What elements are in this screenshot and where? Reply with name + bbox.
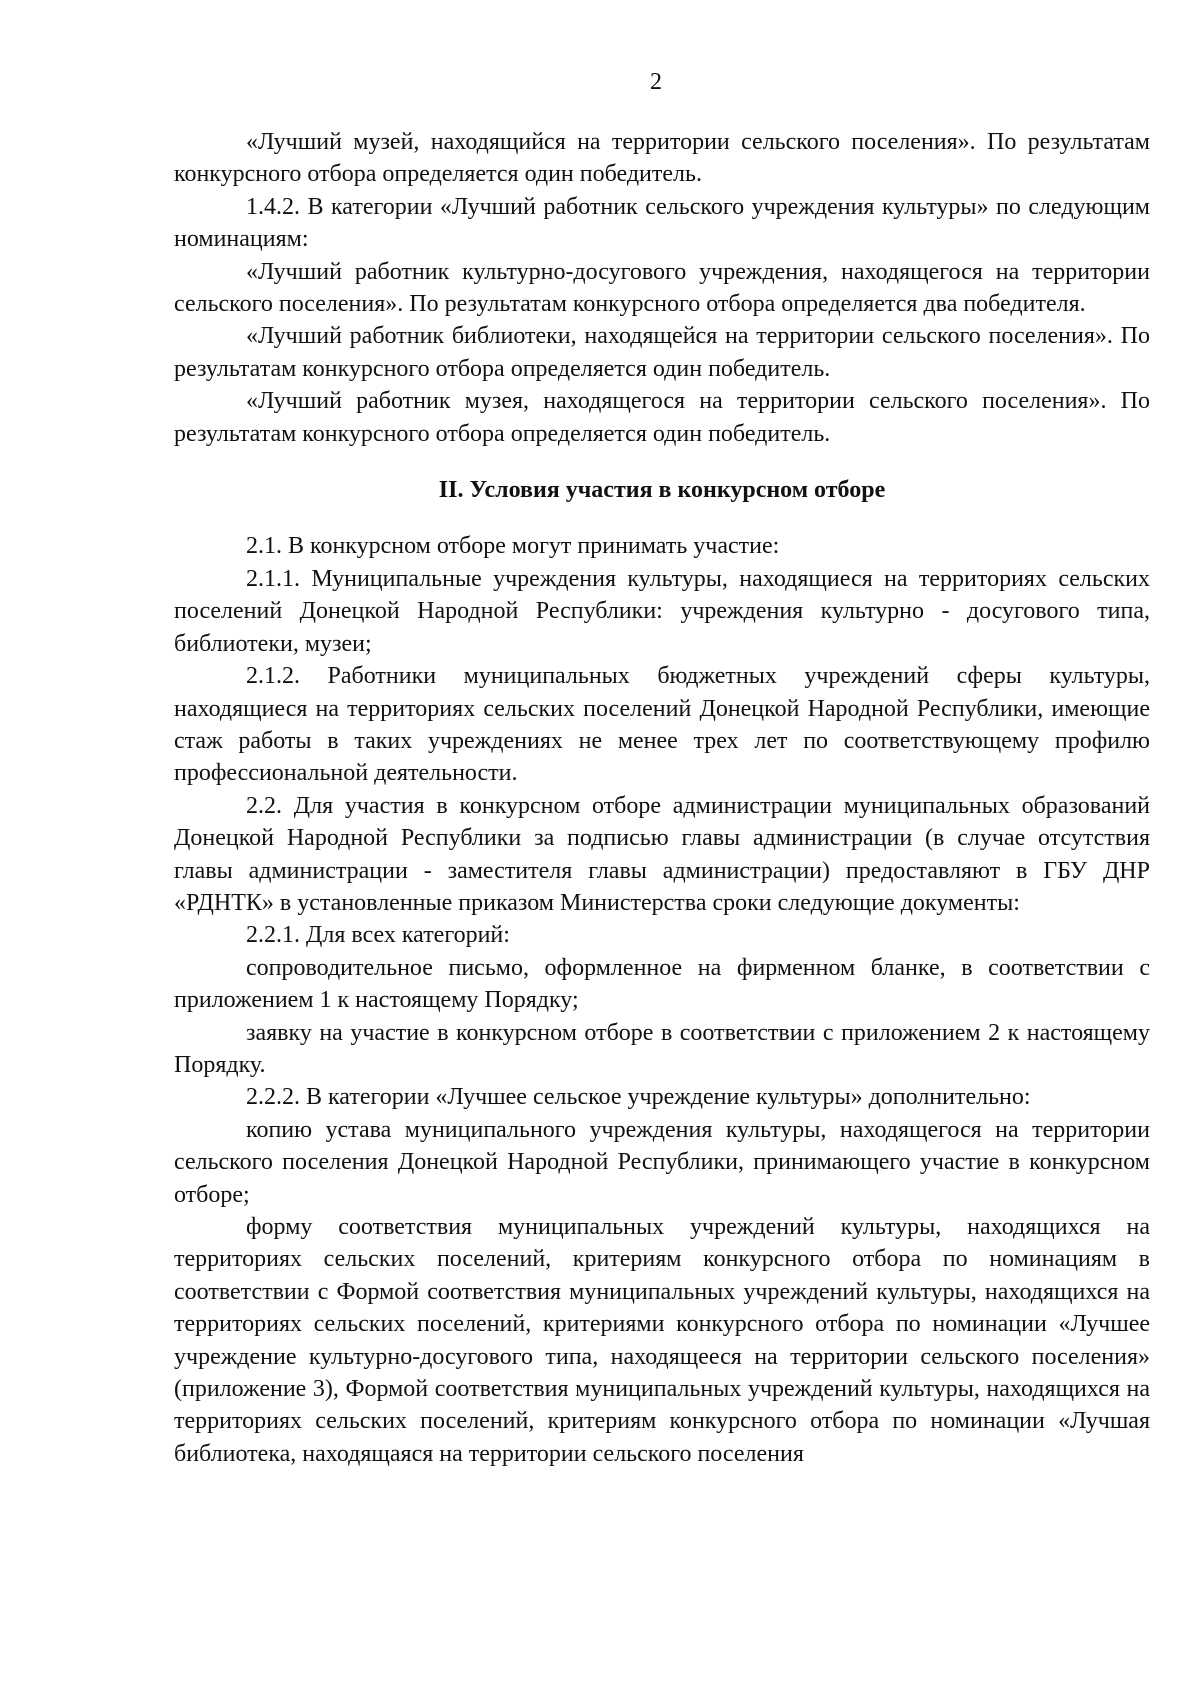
paragraph-cover-letter: сопроводительное письмо, оформленное на фирменном бланке, в соответствии с приложением 1 к настоящему Порядку; bbox=[174, 954, 1150, 1014]
paragraph-2-2-1: 2.2.1. Для всех категорий: bbox=[246, 922, 510, 949]
paragraph-compliance-form: форму соответствия муниципальных учреждений культуры, находящихся на территориях сельских поселений, критериям конкурсного отбора по номинациям в соответствии с Формой соответствия муниципальных учреждений культуры, находящихся на территориях сельских поселений, критериями конкурсного отбора по номинации «Лучшее учреждение культурно-досугового типа, находящееся на территории сельского поселения» (приложение 3), Формой соответствия муниципальных учреждений культуры, находящихся на территориях сельских поселений, критериям конкурсного отбора по номинации «Лучшая библиотека, находящаяся на территории сельского поселения bbox=[174, 1214, 1150, 1467]
paragraph-best-library-worker: «Лучший работник библиотеки, находящейся на территории сельского поселения». По результатам конкурсного отбора определяется один победитель. bbox=[174, 323, 1150, 382]
paragraph-best-cultural-worker: «Лучший работник культурно-досугового учреждения, находящегося на территории сельского поселения». По результатам конкурсного отбора определяется два победителя. bbox=[174, 258, 1150, 318]
paragraph-1-4-2: 1.4.2. В категории «Лучший работник сельского учреждения культуры» по следующим номинациям: bbox=[174, 193, 1150, 253]
page-number: 2 bbox=[650, 69, 662, 95]
paragraph-2-2-2: 2.2.2. В категории «Лучшее сельское учреждение культуры» дополнительно: bbox=[246, 1084, 1031, 1111]
section-heading: II. Условия участия в конкурсном отборе bbox=[438, 477, 886, 504]
paragraph-best-museum-worker: «Лучший работник музея, находящегося на территории сельского поселения». По результатам конкурсного отбора определяется один победитель. bbox=[174, 388, 1150, 447]
document-body bbox=[174, 126, 1150, 1470]
paragraph-application: заявку на участие в конкурсном отборе в соответствии с приложением 2 к настоящему Порядку. bbox=[174, 1019, 1150, 1078]
paragraph-2-1: 2.1. В конкурсном отборе могут принимать участие: bbox=[246, 533, 780, 560]
paragraph-charter-copy: копию устава муниципального учреждения культуры, находящегося на территории сельского поселения Донецкой Народной Республики, принимающего участие в конкурсном отборе; bbox=[174, 1116, 1150, 1208]
paragraph-2-1-2: 2.1.2. Работники муниципальных бюджетных учреждений сферы культуры, находящиеся на территориях сельских поселений Донецкой Народной Республики, имеющие стаж работы в таких учреждениях не менее трех лет по соответствующему профилю профессиональной деятельности. bbox=[174, 663, 1150, 787]
paragraph-best-museum: «Лучший музей, находящийся на территории сельского поселения». По результатам конкурсного отбора определяется один победитель. bbox=[174, 129, 1150, 188]
paragraph-2-1-1: 2.1.1. Муниципальные учреждения культуры, находящиеся на территориях сельских поселений Донецкой Народной Республики: учреждения культурно - досугового типа, библиотеки, музеи; bbox=[174, 565, 1150, 657]
paragraph-2-2: 2.2. Для участия в конкурсном отборе администрации муниципальных образований Донецкой Народной Республики за подписью главы администрации (в случае отсутствия главы администрации - заместителя главы администрации) предоставляют в ГБУ ДНР «РДНТК» в установленные приказом Министерства сроки следующие документы: bbox=[174, 792, 1150, 916]
